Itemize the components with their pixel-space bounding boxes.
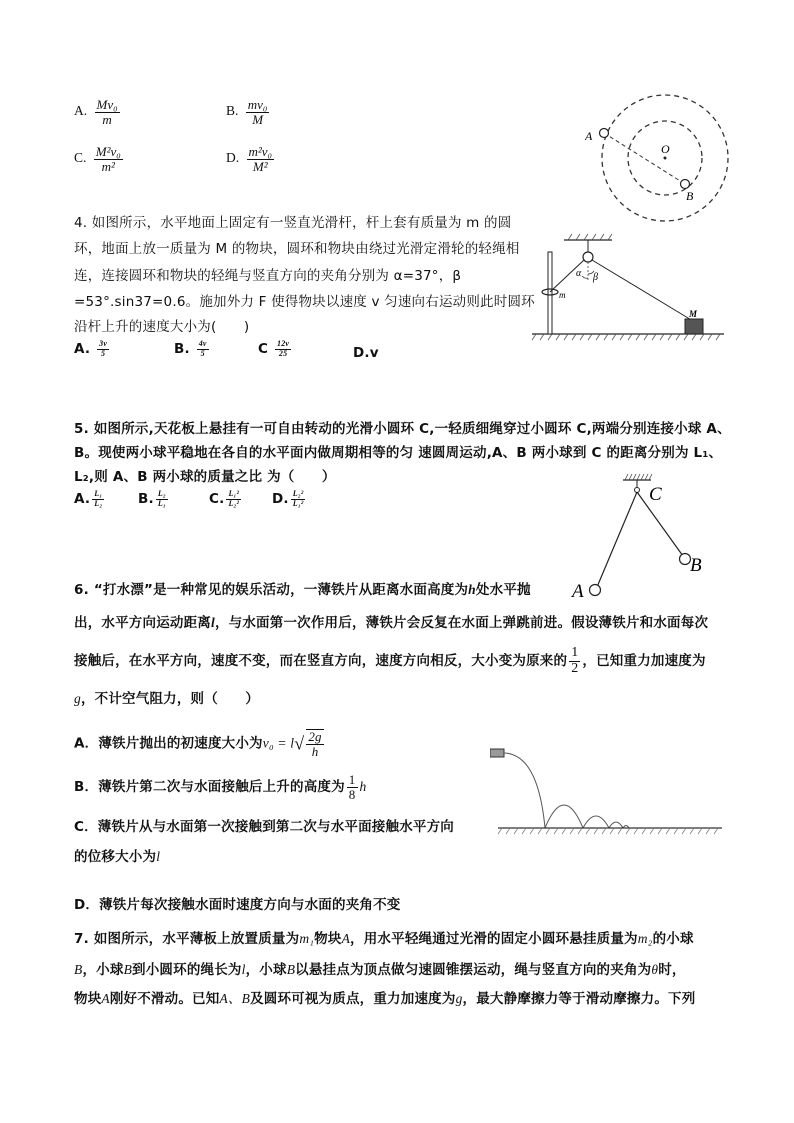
label-b: B: [686, 189, 694, 203]
trajectory-bounce-1: [545, 805, 583, 828]
q6-option-c-line-1: C．薄铁片从与水面第一次接触到第二次与水平面接触水平方向: [74, 819, 455, 835]
option-label: B.: [226, 103, 239, 119]
point-b-ball: [681, 180, 690, 189]
string-to-a: [597, 492, 637, 587]
q4-line-2: 环，地面上放一质量为 M 的物块，圆环和物块由绕过光滑定滑轮的轻绳相: [74, 241, 520, 257]
q3-circles-figure: [585, 88, 735, 228]
q5-conical-pendulum-figure: [565, 470, 725, 605]
label-c: C: [649, 484, 662, 505]
q6-option-b: B．薄铁片第二次与水面接触后上升的高度为 $\frac{1}{8}$ h: [74, 772, 367, 802]
label-big-m: M: [689, 309, 698, 319]
option-fraction: $\frac{\text{m²v₀}}{\text{M²}}$: [248, 144, 273, 174]
ball-b: [680, 554, 691, 565]
q6-line-2: 出，水平方向运动距离l，与水面第一次作用后，薄铁片会反复在水面上弹跳前进。假设薄铁片和水面每次: [74, 615, 709, 631]
q6-option-a: A．薄铁片抛出的初速度大小为v₀ = l√ $\frac{2g}{h}$: [74, 729, 322, 759]
q6-option-d: D．薄铁片每次接触水面时速度方向与水面的夹角不变: [74, 897, 401, 913]
q4-line-5: 沿杆上升的速度大小为( ): [74, 319, 250, 335]
q4-option-b: B. $\frac{4v}{5}$: [174, 339, 207, 358]
label-alpha: α: [576, 268, 582, 279]
rope-to-block: [592, 260, 693, 321]
vertical-pole: [548, 252, 552, 334]
q5-option-c: C. $\frac{\text{L₁²}}{\text{L₂²}}$: [209, 489, 240, 508]
q4-pulley-figure: [528, 230, 728, 348]
q7-line-3: 物块A刚好不滑动。已知A、B及圆环可视为质点，重力加速度为g，最大静摩擦力等于滑动摩擦力。下列: [74, 991, 696, 1007]
point-a-ball: [600, 129, 609, 138]
label-m: m: [559, 290, 566, 300]
ball-a: [590, 585, 601, 596]
q6-skipping-stone-figure: [490, 740, 726, 840]
q5-line-1: 5. 如图所示,天花板上悬挂有一可自由转动的光滑小圆环 C,一轻质细绳穿过小圆环 C,两端分别连接小球 A、: [74, 421, 731, 437]
diameter-line: [604, 133, 685, 184]
q5-option-d: D. $\frac{\text{L₂²}}{\text{L₁²}}$: [272, 489, 304, 508]
q5-option-a: A. $\frac{\text{L₁}}{\text{L₂}}$: [74, 489, 103, 508]
label-o: O: [661, 142, 670, 156]
q5-option-b: B. $\frac{\text{L₂}}{\text{L₁}}$: [138, 489, 166, 508]
q3-option-c: [74, 145, 125, 173]
label-a: A: [585, 129, 593, 143]
ring-c: [635, 488, 640, 493]
q3-option-a: [74, 98, 122, 126]
option-label: A.: [74, 103, 88, 119]
q7-line-2: B，小球B到小圆环的绳长为l，小球B以悬挂点为顶点做匀速圆锥摆运动，绳与竖直方向的夹角为θ时，: [74, 962, 686, 978]
option-label: D.: [226, 150, 240, 166]
block-m: [685, 319, 703, 334]
q4-option-a: A. $\frac{3v}{5}$: [74, 339, 108, 358]
q3-option-b: [226, 98, 271, 126]
trajectory-first: [504, 753, 545, 828]
label-b: B: [690, 555, 702, 576]
q6-line-3: 接触后，在水平方向，速度不变，而在竖直方向，速度方向相反，大小变为原来的 $\frac{1}{2}$ ，已知重力加速度为: [74, 645, 706, 676]
q4-line-4: =53°.sin37=0.6。施加外力 F 使得物块以速度 v 匀速向右运动则此时圆环: [74, 294, 535, 310]
label-a: A: [572, 581, 584, 602]
q4-line-3: 连，连接圆环和物块的轻绳与竖直方向的夹角分别为 α=37°，β: [74, 268, 462, 284]
label-beta: β: [593, 272, 598, 283]
option-fraction: $\frac{\text{M²v₀}}{\text{m²}}$: [95, 144, 121, 174]
iron-sheet: [490, 749, 504, 757]
q6-line-4: g，不计空气阻力，则（ ）: [74, 691, 260, 707]
q4-line-1: 4. 如图所示，水平地面上固定有一竖直光滑杆，杆上套有质量为 m 的圆: [74, 215, 512, 231]
q6-line-1: 6. “打水漂”是一种常见的娱乐活动，一薄铁片从距离水面高度为h处水平抛: [74, 582, 531, 598]
q6-option-c-line-2: 的位移大小为l: [74, 849, 161, 865]
q4-option-d: D.v: [353, 345, 379, 361]
q5-line-3: L₂,则 A、B 两小球的质量之比 为（ ）: [74, 469, 336, 485]
trajectory-bounce-2: [583, 816, 609, 828]
option-fraction: $\frac{\text{Mv₀}}{m}$: [96, 97, 118, 127]
option-label: C.: [74, 150, 87, 166]
center-dot: [664, 157, 667, 160]
q3-option-d: [226, 145, 276, 173]
q5-line-2: B。现使两小球平稳地在各自的水平面内做周期相等的匀 速圆周运动,A、B 两小球到 C 的距离分别为 L₁、: [74, 445, 723, 461]
q4-option-c: C $\frac{12v}{25}$: [258, 339, 290, 358]
pulley: [583, 252, 593, 262]
option-fraction: $\frac{\text{mv₀}}{M}$: [247, 97, 268, 127]
trajectory-bounce-3: [609, 822, 623, 828]
q7-line-1: 7. 如图所示，水平薄板上放置质量为m₁物块A，用水平轻绳通过光滑的固定小圆环悬挂质量为m₂的小球: [74, 931, 694, 947]
